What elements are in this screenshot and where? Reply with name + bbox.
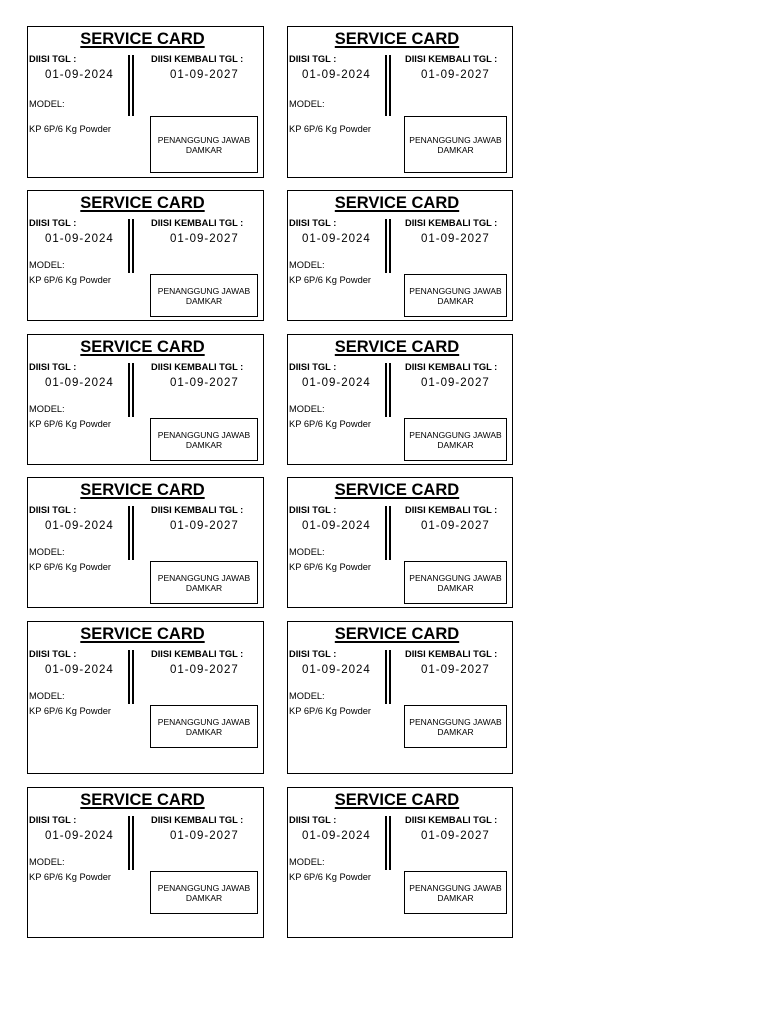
- double-divider: [385, 219, 391, 273]
- signature-box-line: PENANGGUNG JAWAB: [409, 716, 502, 727]
- signature-box-line: DAMKAR: [437, 892, 474, 903]
- filled-date-label: DIISI TGL :: [29, 649, 77, 659]
- filled-date-value: 01-09-2024: [45, 520, 114, 532]
- signature-box-line: PENANGGUNG JAWAB: [157, 134, 251, 145]
- signature-box-line: PENANGGUNG JAWAB: [409, 882, 502, 893]
- signature-box: [150, 274, 258, 317]
- card-title: SERVICE CARD: [80, 791, 205, 809]
- model-label: MODEL:: [29, 404, 65, 414]
- card-title: SERVICE CARD: [80, 625, 205, 643]
- service-card: [27, 334, 264, 465]
- model-label: MODEL:: [29, 260, 65, 270]
- double-divider: [385, 363, 391, 417]
- signature-box: [150, 561, 258, 604]
- refill-date-label: DIISI KEMBALI TGL :: [151, 649, 244, 659]
- refill-date-value: 01-09-2027: [421, 233, 490, 245]
- filled-date-value: 01-09-2024: [302, 520, 371, 532]
- filled-date-label: DIISI TGL :: [289, 815, 337, 825]
- refill-date-label: DIISI KEMBALI TGL :: [151, 362, 244, 372]
- model-value: KP 6P/6 Kg Powder: [289, 124, 372, 134]
- card-title: SERVICE CARD: [80, 30, 205, 48]
- signature-box-line: PENANGGUNG JAWAB: [409, 285, 502, 296]
- service-card: [287, 334, 513, 465]
- filled-date-value: 01-09-2024: [45, 830, 114, 842]
- refill-date-value: 01-09-2027: [421, 377, 490, 389]
- filled-date-value: 01-09-2024: [302, 69, 371, 81]
- refill-date-label: DIISI KEMBALI TGL :: [151, 815, 244, 825]
- refill-date-value: 01-09-2027: [170, 830, 239, 842]
- service-card: [27, 477, 264, 608]
- filled-date-label: DIISI TGL :: [289, 362, 337, 372]
- signature-box: [150, 705, 258, 748]
- model-label: MODEL:: [289, 404, 325, 414]
- signature-box-line: DAMKAR: [185, 726, 223, 737]
- refill-date-label: DIISI KEMBALI TGL :: [405, 362, 498, 372]
- signature-box-line: DAMKAR: [437, 144, 474, 155]
- filled-date-value: 01-09-2024: [45, 377, 114, 389]
- model-label: MODEL:: [289, 260, 325, 270]
- double-divider: [385, 650, 391, 704]
- filled-date-label: DIISI TGL :: [289, 505, 337, 515]
- model-value: KP 6P/6 Kg Powder: [29, 124, 112, 134]
- filled-date-label: DIISI TGL :: [29, 54, 77, 64]
- signature-box-line: PENANGGUNG JAWAB: [409, 429, 502, 440]
- card-title: SERVICE CARD: [334, 791, 460, 809]
- service-card: [287, 477, 513, 608]
- service-card: [27, 787, 264, 938]
- signature-box-line: DAMKAR: [437, 439, 474, 450]
- filled-date-value: 01-09-2024: [302, 377, 371, 389]
- model-value: KP 6P/6 Kg Powder: [289, 275, 372, 285]
- filled-date-label: DIISI TGL :: [29, 505, 77, 515]
- refill-date-value: 01-09-2027: [421, 664, 490, 676]
- signature-box-line: DAMKAR: [437, 582, 474, 593]
- card-title: SERVICE CARD: [334, 194, 460, 212]
- model-label: MODEL:: [29, 691, 65, 701]
- double-divider: [128, 55, 134, 116]
- model-label: MODEL:: [289, 857, 325, 867]
- double-divider: [128, 650, 134, 704]
- filled-date-label: DIISI TGL :: [29, 362, 77, 372]
- refill-date-label: DIISI KEMBALI TGL :: [405, 815, 498, 825]
- double-divider: [385, 506, 391, 560]
- filled-date-value: 01-09-2024: [45, 664, 114, 676]
- signature-box: [404, 274, 507, 317]
- service-card: [27, 26, 264, 178]
- service-card: [287, 787, 513, 938]
- filled-date-value: 01-09-2024: [45, 233, 114, 245]
- filled-date-label: DIISI TGL :: [289, 649, 337, 659]
- filled-date-label: DIISI TGL :: [29, 218, 77, 228]
- model-label: MODEL:: [289, 547, 325, 557]
- signature-box-line: DAMKAR: [185, 892, 223, 903]
- signature-box: [150, 871, 258, 914]
- filled-date-value: 01-09-2024: [45, 69, 114, 81]
- refill-date-value: 01-09-2027: [170, 233, 239, 245]
- model-label: MODEL:: [29, 547, 65, 557]
- model-value: KP 6P/6 Kg Powder: [29, 706, 112, 716]
- model-value: KP 6P/6 Kg Powder: [29, 562, 112, 572]
- refill-date-label: DIISI KEMBALI TGL :: [151, 54, 244, 64]
- model-value: KP 6P/6 Kg Powder: [289, 419, 372, 429]
- signature-box-line: PENANGGUNG JAWAB: [157, 716, 251, 727]
- signature-box-line: DAMKAR: [185, 582, 223, 593]
- signature-box-line: DAMKAR: [437, 295, 474, 306]
- model-value: KP 6P/6 Kg Powder: [289, 872, 372, 882]
- refill-date-value: 01-09-2027: [421, 830, 490, 842]
- model-value: KP 6P/6 Kg Powder: [29, 419, 112, 429]
- refill-date-value: 01-09-2027: [170, 69, 239, 81]
- service-card: [287, 621, 513, 774]
- signature-box-line: PENANGGUNG JAWAB: [409, 572, 502, 583]
- card-title: SERVICE CARD: [80, 194, 205, 212]
- signature-box-line: PENANGGUNG JAWAB: [157, 429, 251, 440]
- card-title: SERVICE CARD: [334, 30, 460, 48]
- card-title: SERVICE CARD: [334, 338, 460, 356]
- filled-date-value: 01-09-2024: [302, 830, 371, 842]
- refill-date-value: 01-09-2027: [170, 664, 239, 676]
- signature-box-line: PENANGGUNG JAWAB: [157, 882, 251, 893]
- signature-box-line: DAMKAR: [437, 726, 474, 737]
- filled-date-value: 01-09-2024: [302, 233, 371, 245]
- double-divider: [128, 816, 134, 870]
- refill-date-label: DIISI KEMBALI TGL :: [405, 505, 498, 515]
- signature-box: [404, 871, 507, 914]
- model-value: KP 6P/6 Kg Powder: [289, 706, 372, 716]
- service-card: [27, 190, 264, 321]
- refill-date-label: DIISI KEMBALI TGL :: [151, 218, 244, 228]
- double-divider: [128, 363, 134, 417]
- filled-date-label: DIISI TGL :: [289, 54, 337, 64]
- signature-box: [404, 116, 507, 173]
- signature-box: [150, 418, 258, 461]
- refill-date-value: 01-09-2027: [421, 520, 490, 532]
- service-card: [287, 190, 513, 321]
- refill-date-value: 01-09-2027: [170, 520, 239, 532]
- card-title: SERVICE CARD: [334, 625, 460, 643]
- filled-date-label: DIISI TGL :: [29, 815, 77, 825]
- filled-date-label: DIISI TGL :: [289, 218, 337, 228]
- signature-box-line: PENANGGUNG JAWAB: [157, 572, 251, 583]
- model-label: MODEL:: [29, 857, 65, 867]
- signature-box: [404, 418, 507, 461]
- model-value: KP 6P/6 Kg Powder: [29, 275, 112, 285]
- card-title: SERVICE CARD: [80, 481, 205, 499]
- refill-date-label: DIISI KEMBALI TGL :: [151, 505, 244, 515]
- signature-box-line: PENANGGUNG JAWAB: [157, 285, 251, 296]
- refill-date-value: 01-09-2027: [421, 69, 490, 81]
- model-label: MODEL:: [289, 99, 325, 109]
- signature-box-line: PENANGGUNG JAWAB: [409, 134, 502, 145]
- model-label: MODEL:: [289, 691, 325, 701]
- signature-box-line: DAMKAR: [185, 439, 223, 450]
- signature-box: [404, 705, 507, 748]
- refill-date-label: DIISI KEMBALI TGL :: [405, 218, 498, 228]
- double-divider: [385, 816, 391, 870]
- signature-box-line: DAMKAR: [185, 144, 223, 155]
- model-label: MODEL:: [29, 99, 65, 109]
- signature-box-line: DAMKAR: [185, 295, 223, 306]
- double-divider: [385, 55, 391, 116]
- service-card: [287, 26, 513, 178]
- service-card: [27, 621, 264, 774]
- card-title: SERVICE CARD: [80, 338, 205, 356]
- refill-date-value: 01-09-2027: [170, 377, 239, 389]
- double-divider: [128, 506, 134, 560]
- filled-date-value: 01-09-2024: [302, 664, 371, 676]
- signature-box: [404, 561, 507, 604]
- signature-box: [150, 116, 258, 173]
- card-title: SERVICE CARD: [334, 481, 460, 499]
- double-divider: [128, 219, 134, 273]
- refill-date-label: DIISI KEMBALI TGL :: [405, 649, 498, 659]
- model-value: KP 6P/6 Kg Powder: [289, 562, 372, 572]
- refill-date-label: DIISI KEMBALI TGL :: [405, 54, 498, 64]
- model-value: KP 6P/6 Kg Powder: [29, 872, 112, 882]
